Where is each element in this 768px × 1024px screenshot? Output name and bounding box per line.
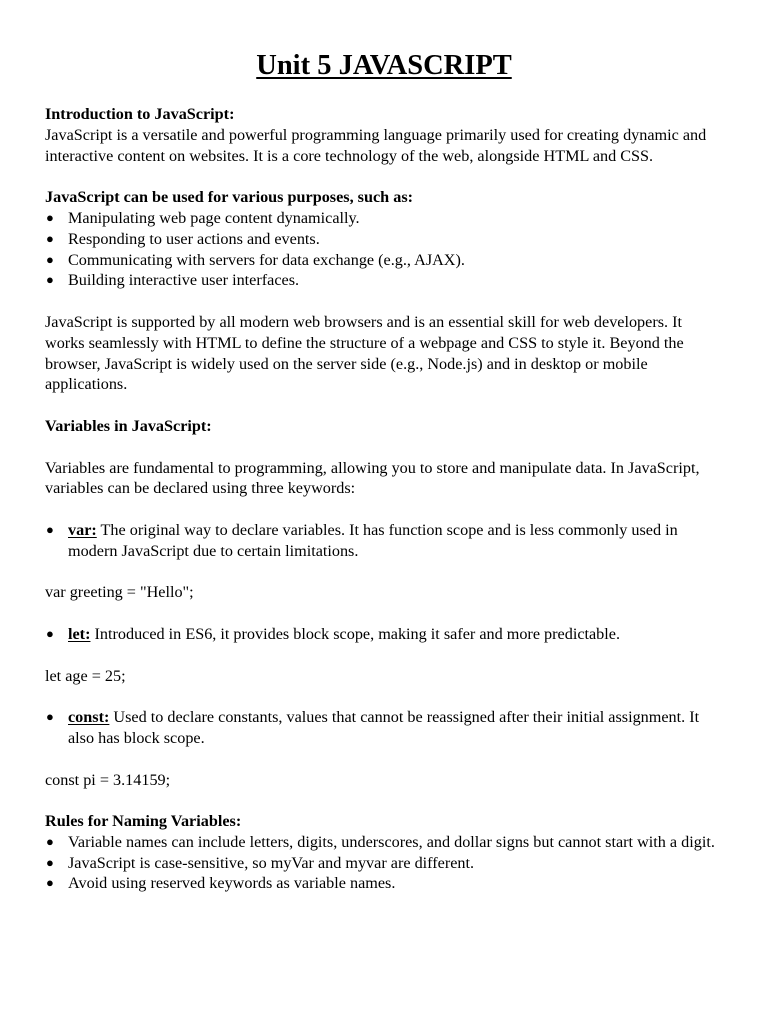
- list-item: ● Manipulating web page content dynamically.: [46, 208, 360, 227]
- list-item: [45, 707, 725, 749]
- keyword-var: [45, 520, 725, 562]
- list-item: ● JavaScript is case-sensitive, so myVar and myvar are different.: [46, 853, 475, 872]
- list-item: ● Responding to user actions and events.: [46, 229, 320, 248]
- page-title: Unit 5 JAVASCRIPT: [256, 50, 512, 81]
- code-example: const pi = 3.14159;: [45, 770, 171, 789]
- list-item: ● Variable names can include letters, digits, underscores, and dollar signs but cannot start with a digit.: [46, 832, 715, 851]
- naming-rules-heading: Rules for Naming Variables:: [45, 812, 242, 831]
- list-item: [45, 520, 725, 562]
- bullet-icon: ●: [46, 272, 54, 288]
- bullet-icon: ●: [46, 709, 54, 725]
- bullet-icon: ●: [46, 209, 54, 225]
- keyword-label: let:: [68, 624, 91, 643]
- list-item: ● Communicating with servers for data exchange (e.g., AJAX).: [46, 250, 465, 269]
- bullet-icon: ●: [46, 521, 54, 537]
- bullet-icon: ●: [46, 251, 54, 267]
- bullet-icon: ●: [46, 833, 54, 849]
- keyword-description: The original way to declare variables. It has function scope and is less commonly used in modern JavaScript due to certain limitations.: [68, 520, 678, 560]
- keyword-label: var:: [68, 520, 97, 539]
- keyword-const: [45, 707, 725, 749]
- list-item: [45, 624, 725, 645]
- intro-paragraph: JavaScript is a versatile and powerful programming language primarily used for creating dynamic and interactive content on websites. It is a core technology of the web, alongside HTML and CSS.: [45, 125, 707, 165]
- intro-heading: Introduction to JavaScript:: [45, 105, 235, 123]
- code-example: var greeting = "Hello";: [45, 583, 194, 602]
- bullet-icon: ●: [46, 854, 54, 870]
- keyword-description: Used to declare constants, values that cannot be reassigned after their initial assignment. It also has block scope.: [68, 708, 700, 747]
- bullet-icon: ●: [46, 875, 54, 891]
- naming-rules-list: [45, 832, 725, 894]
- document-body: [45, 104, 725, 894]
- list-item: ● Building interactive user interfaces.: [46, 271, 300, 290]
- purposes-list: [45, 208, 725, 291]
- keyword-description: Introduced in ES6, it provides block scope, making it safer and more predictable.: [94, 624, 621, 643]
- keyword-label: const:: [68, 708, 110, 727]
- bullet-icon: ●: [46, 230, 54, 246]
- support-paragraph: JavaScript is supported by all modern web browsers and is an essential skill for web developers. It works seamlessly with HTML to define the structure of a webpage and CSS to style it. Beyond the browser, JavaScript is widely used on the server side (e.g., Node.js) and in desktop or mobile applications.: [45, 312, 684, 394]
- variables-heading: Variables in JavaScript:: [45, 416, 212, 435]
- variables-paragraph: Variables are fundamental to programming, allowing you to store and manipulate data. In JavaScript, variables can be declared using three keywords:: [45, 458, 700, 498]
- keyword-let: [45, 624, 725, 645]
- bullet-icon: ●: [46, 625, 54, 641]
- code-example: let age = 25;: [45, 666, 126, 685]
- purposes-heading: JavaScript can be used for various purposes, such as:: [45, 188, 414, 207]
- list-item: ● Avoid using reserved keywords as variable names.: [46, 874, 396, 893]
